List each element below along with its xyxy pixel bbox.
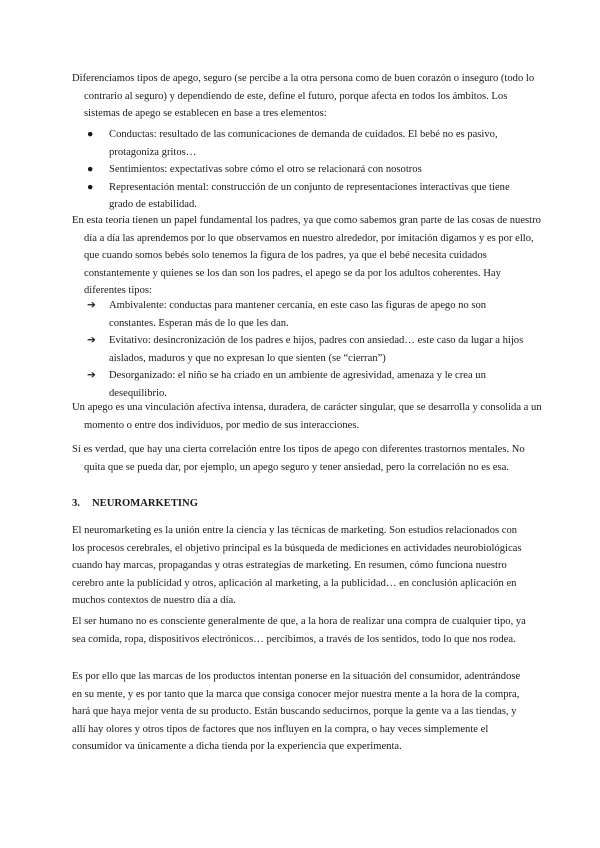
arrow-right-icon: ➔ bbox=[87, 335, 96, 347]
attachment-types-list bbox=[72, 297, 530, 403]
attachment-elements-list bbox=[72, 126, 530, 214]
section-heading bbox=[72, 495, 198, 513]
neuromarketing-paragraph-3: Es por ello que las marcas de los productos intentan ponerse en la situación del consumidor, adentrándose en su mente, y es por tanto que la marca que consiga conocer mejor nuestra mente a la hora de la compra, hará que haya mejor venta de su producto. Están buscando seducirnos, porque la gente va a las tiendas, y allí hay olores y otros tipos de factores que nos influyen en la compra, o hay veces simplemente el consumidor va únicamente a dicha tienda por la experiencia que experimenta. bbox=[72, 671, 521, 753]
section-number: 3. bbox=[72, 498, 80, 509]
correlation-paragraph: Sí es verdad, que hay una cierta correlación entre los tipos de apego con diferentes trastornos mentales. No quita que se pueda dar, por ejemplo, un apego seguro y tener ansiedad, pero la correlación no es esa. bbox=[72, 444, 525, 473]
list-item: ➔ Desorganizado: el niño se ha criado en un ambiente de agresividad, amenaza y le crea un desequilibrio. bbox=[72, 367, 530, 402]
list-item: ● Sentimientos: expectativas sobre cómo el otro se relacionará con nosotros bbox=[72, 161, 530, 179]
section-title: NEUROMARKETING bbox=[92, 498, 198, 509]
arrow-right-icon: ➔ bbox=[87, 370, 96, 382]
neuromarketing-paragraph-1: El neuromarketing es la unión entre la ciencia y las técnicas de marketing. Son estudios relacionados con los procesos cerebrales, el objetivo principal es la búsqueda de mediciones en actividades neurobiológicas cuando hay marcas, propagandas y otras estrategias de marketing. En resumen, cómo funciona nuestro cerebro ante la publicidad y otros, aplicación al marketing, a la publicidad… en conclusión aplicación en muchos contextos de nuestro día a día. bbox=[72, 525, 522, 607]
arrow-right-icon: ➔ bbox=[87, 300, 96, 311]
bullet-icon: ● bbox=[87, 129, 94, 140]
list-item: ➔ Evitativo: desincronización de los padres e hijos, padres con ansiedad… este caso da lugar a hijos aislados, maduros y que no expresan lo que sienten (se “cierran”) bbox=[72, 332, 530, 367]
neuromarketing-paragraph-2: El ser humano no es consciente generalmente de que, a la hora de realizar una compra de cualquier tipo, ya sea comida, ropa, dispositivos electrónicos… percibimos, a través de los sentidos, todo lo que nos rodea. bbox=[72, 616, 526, 645]
list-item: ➔ Ambivalente: conductas para mantener cercanía, en este caso las figuras de apego no son constantes. Esperan más de lo que les dan. bbox=[72, 297, 530, 332]
apego-definition-paragraph: Un apego es una vinculación afectiva intensa, duradera, de carácter singular, que se desarrolla y consolida a un momento o entre dos individuos, por medio de sus interacciones. bbox=[72, 402, 542, 431]
list-item: ● Representación mental: construcción de un conjunto de representaciones interactivas que tiene grado de estabilidad. bbox=[72, 179, 530, 214]
bullet-icon: ● bbox=[87, 181, 94, 193]
intro-paragraph: Diferenciamos tipos de apego, seguro (se percibe a la otra persona como de buen corazón o inseguro (todo lo contrario al seguro) y dependiendo de este, define el futuro, porque afecta en todos los ámbitos. Los sistemas de apego se establecen en base a tres elementos: bbox=[72, 73, 535, 120]
list-item: ● Conductas: resultado de las comunicaciones de demanda de cuidados. El bebé no es pasivo, protagoniza gritos… bbox=[72, 126, 530, 161]
bullet-icon: ● bbox=[87, 164, 94, 176]
parents-paragraph: En esta teoría tienen un papel fundamental los padres, ya que como sabemos gran parte de las cosas de nuestro día a día las aprendemos por lo que observamos en nuestro alrededor, por imitación digamos y es por ello, que cuando somos bebés solo tenemos la figura de los padres, ya que el bebé necesita cuidados constantemente y quienes se los dan son los padres, el apego se da por los adultos coherentes. Hay diferentes tipos: bbox=[72, 215, 541, 297]
